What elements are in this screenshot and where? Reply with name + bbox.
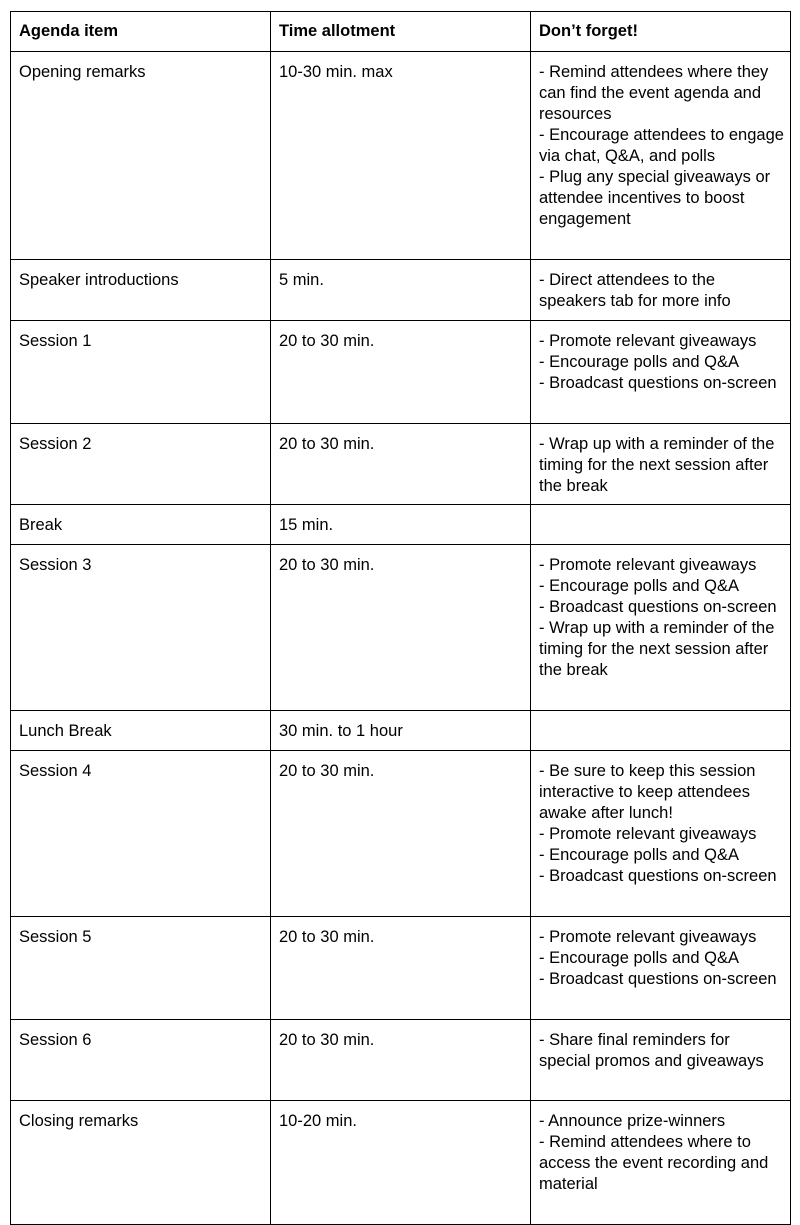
table-row [11,751,791,917]
time-allotment-cell: 20 to 30 min. [271,545,531,711]
table-row [11,260,791,321]
time-allotment-cell: 10-20 min. [271,1101,531,1225]
agenda-item-cell: Speaker introductions [11,260,271,321]
dont-forget-cell [531,505,791,545]
time-allotment-cell: 20 to 30 min. [271,751,531,917]
agenda-item-cell: Break [11,505,271,545]
agenda-item-cell: Session 5 [11,917,271,1020]
table-row [11,1020,791,1101]
time-allotment-cell: 5 min. [271,260,531,321]
agenda-item-cell: Session 3 [11,545,271,711]
header-agenda-item: Agenda item [11,12,271,52]
dont-forget-cell: - Be sure to keep this session interactive to keep attendees awake after lunch! - Promote relevant giveaways - Encourage polls and Q&A - Broadcast questions on-screen [531,751,791,917]
dont-forget-cell [531,711,791,751]
time-allotment-cell: 20 to 30 min. [271,321,531,424]
table-row [11,321,791,424]
header-dont-forget: Don’t forget! [531,12,791,52]
dont-forget-cell: - Promote relevant giveaways - Encourage polls and Q&A - Broadcast questions on-screen [531,321,791,424]
header-time-allotment: Time allotment [271,12,531,52]
dont-forget-cell: - Promote relevant giveaways - Encourage polls and Q&A - Broadcast questions on-screen - Wrap up with a reminder of the timing for the next session after the break [531,545,791,711]
time-allotment-cell: 20 to 30 min. [271,917,531,1020]
agenda-item-cell: Lunch Break [11,711,271,751]
time-allotment-cell: 30 min. to 1 hour [271,711,531,751]
dont-forget-cell: - Share final reminders for special promos and giveaways [531,1020,791,1101]
agenda-item-cell: Closing remarks [11,1101,271,1225]
dont-forget-cell: - Remind attendees where they can find the event agenda and resources - Encourage attendees to engage via chat, Q&A, and polls - Plug any special giveaways or attendee incentives to boost engagement [531,52,791,260]
agenda-item-cell: Session 2 [11,424,271,505]
table-row [11,545,791,711]
dont-forget-cell: - Promote relevant giveaways - Encourage polls and Q&A - Broadcast questions on-screen [531,917,791,1020]
dont-forget-cell: - Direct attendees to the speakers tab for more info [531,260,791,321]
table-row [11,52,791,260]
table-row [11,711,791,751]
time-allotment-cell: 20 to 30 min. [271,1020,531,1101]
agenda-item-cell: Opening remarks [11,52,271,260]
agenda-item-cell: Session 6 [11,1020,271,1101]
agenda-item-cell: Session 1 [11,321,271,424]
agenda-item-cell: Session 4 [11,751,271,917]
header-row [11,12,791,52]
time-allotment-cell: 20 to 30 min. [271,424,531,505]
table-row [11,1101,791,1225]
table-row [11,917,791,1020]
time-allotment-cell: 10-30 min. max [271,52,531,260]
table-row [11,424,791,505]
table-row [11,505,791,545]
agenda-table [10,11,791,1225]
time-allotment-cell: 15 min. [271,505,531,545]
dont-forget-cell: - Wrap up with a reminder of the timing for the next session after the break [531,424,791,505]
dont-forget-cell: - Announce prize-winners - Remind attendees where to access the event recording and material [531,1101,791,1225]
